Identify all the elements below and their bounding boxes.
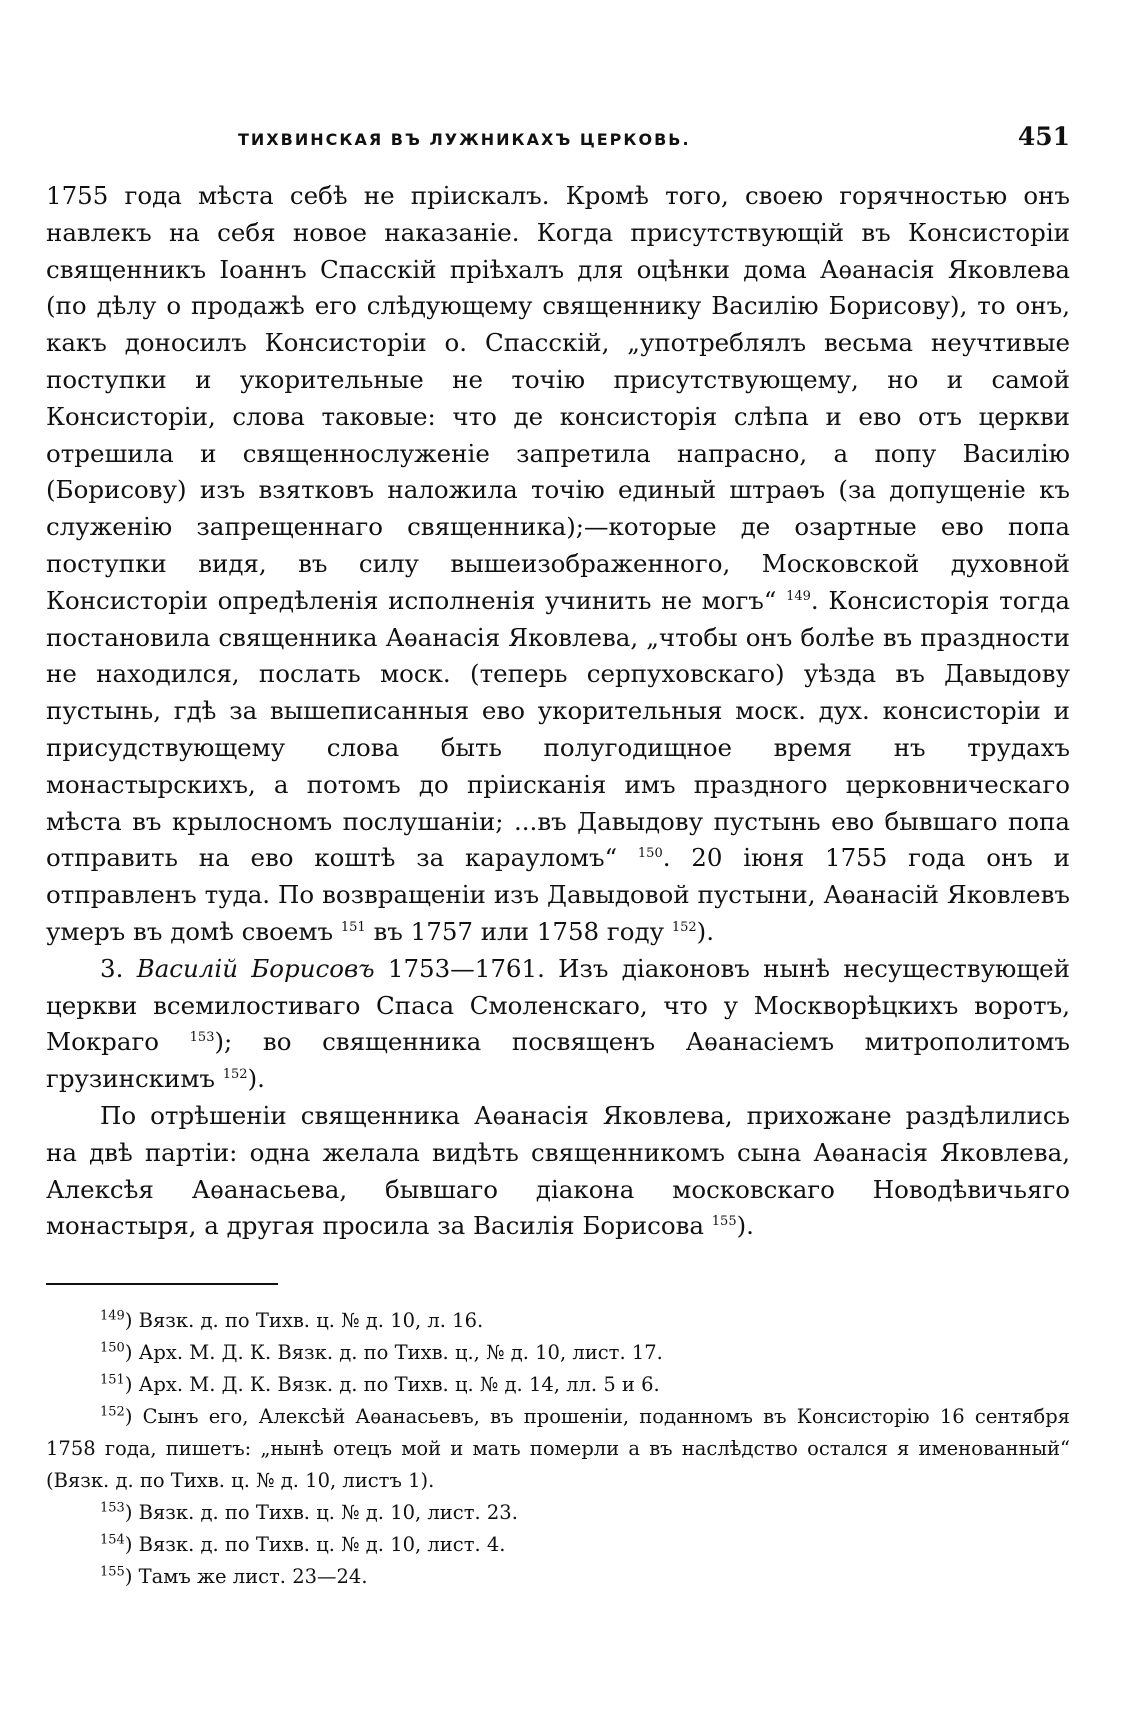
paragraph-2-text-3: ). — [247, 1064, 265, 1094]
footnote-ref-149: 149 — [786, 588, 811, 604]
running-title: ТИХВИНСКАЯ ВЪ ЛУЖНИКАХЪ ЦЕРКОВЬ. — [238, 130, 691, 149]
footnote-ref-151: 151 — [340, 919, 366, 935]
footnote-number: 151 — [100, 1372, 125, 1388]
footnote-ref-155: 155 — [711, 1214, 737, 1230]
footnote — [46, 1401, 1070, 1497]
footnote-text: ) Арх. М. Д. К. Вязк. д. по Тихв. ц. № д. 14, лл. 5 и 6. — [124, 1373, 660, 1397]
paragraph-1-text-2: . Консисторiя тогда постановила священника Аѳанасiя Яковлева, „чтобы онъ болѣе въ праздности не находился, послать моск. (теперь серпуховскаго) уѣзда въ Давыдову пустынь, гдѣ за вышеписанныя ево укорительныя моск. дух. консисторiи и присудствующему слова быть полугодищное время нъ трудахъ монастырскихъ, а потомъ до прiисканiя имъ праздного церковническаго мѣста въ крылосномъ послушанiи; ...въ Давыдову пустынь ево бывшаго попа отправить на ево коштѣ за карауломъ“ — [46, 585, 1070, 873]
footnote-ref-150: 150 — [637, 846, 663, 862]
footnote-number: 150 — [100, 1340, 125, 1356]
footnote — [46, 1561, 1070, 1593]
footnote-ref-152: 152 — [671, 919, 697, 935]
paragraph-2 — [46, 951, 1070, 1098]
footnote-ref-152b: 152 — [222, 1066, 248, 1082]
paragraph-1-text-1: 1755 года мѣста себѣ не прiискалъ. Кромѣ того, своею горячностью онъ навлекъ на себя новое наказанiе. Когда присутствующiй въ Консисторiи священникъ Iоаннъ Спасскiй прiѣхалъ для оцѣнки дома Аѳанасiя Яковлева (по дѣлу о продажѣ его слѣдующему священнику Василiю Борисову), то онъ, какъ доносилъ Консисторiи о. Спасскiй, „употреблялъ весьма неучтивые поступки и укорительные не точiю присутствующему, но и самой Консисторiи, слова таковые: что де консисторiя слѣпа и ево отъ церкви отрешила и священнослуженiе запретила напрасно, а попу Василiю (Борисову) изъ взятковъ наложила точiю единый штраѳъ (за допущенiе къ служенiю запрещеннаго священника);—которые де озартные ево попа поступки видя, въ силу вышеизображенного, Московской духовной Консисторiи опредѣленiя исполненiя учинить не могъ“ — [46, 181, 1070, 615]
paragraph-3-text-1: По отрѣшенiи священника Аѳанасiя Яковлева, прихожане раздѣлились на двѣ партiи: одна желала видѣть священникомъ сына Аѳанасiя Яковлева, Алексѣя Аѳанасьева, бывшаго дiакона московскаго Новодѣвичьяго монастыря, а другая просила за Василiя Борисова — [46, 1100, 1070, 1241]
paragraph-3-text-2: ). — [736, 1211, 754, 1241]
paragraph-1-text-5: ). — [696, 916, 715, 946]
footnote-text: ) Вязк. д. по Тихв. ц. № д. 10, лист. 4. — [124, 1533, 506, 1557]
footnote-text: ) Вязк. д. по Тихв. ц. № д. 10, л. 16. — [124, 1309, 484, 1333]
footnote-text: ) Тамъ же лист. 23—24. — [124, 1565, 368, 1589]
footnote-text: ) Вязк. д. по Тихв. ц. № д. 10, лист. 23. — [124, 1501, 518, 1525]
footnote — [46, 1497, 1070, 1529]
section-number: 3. — [100, 953, 124, 983]
footnote-ref-153: 153 — [189, 1030, 215, 1046]
footnote — [46, 1337, 1070, 1369]
footnote-divider — [46, 1283, 278, 1285]
paragraph-2-text-1: 1753—1761. Изъ дiаконовъ нынѣ несуществующей церкви всемилостиваго Спаса Смоленскаго, что у Москворѣцкихъ воротъ, Мокраго — [46, 953, 1070, 1057]
footnote-number: 154 — [100, 1532, 125, 1548]
paragraph-1 — [46, 178, 1070, 951]
paragraph-1-text-3: . 20 iюня 1755 года онъ и отправленъ туда. По возвращенiи изъ Давыдовой пустыни, Аѳанасiй Яковлевъ умеръ въ домѣ своемъ — [46, 843, 1070, 946]
footnote-text: ) Сынъ его, Алексѣй Аѳанасьевъ, въ прошенiи, поданномъ въ Консисторiю 16 сентября 1758 года, пишетъ: „нынѣ отецъ мой и мать померли а въ наслѣдство остался я именованный“ (Вязк. д. по Тихв. ц. № д. 10, листъ 1). — [46, 1405, 1070, 1493]
body-text — [46, 178, 1070, 1245]
paragraph-2-text-2: ); во священника посвященъ Аѳанасiемъ митрополитомъ грузинскимъ — [46, 1027, 1070, 1094]
footnote-number: 152 — [100, 1404, 125, 1420]
paragraph-1-text-4: въ 1757 или 1758 году — [365, 916, 665, 946]
footnote — [46, 1305, 1070, 1337]
running-head — [46, 118, 1070, 162]
priest-name-heading: Василiй Борисовъ — [136, 953, 375, 983]
footnote — [46, 1529, 1070, 1561]
footnote — [46, 1369, 1070, 1401]
footnote-number: 153 — [100, 1500, 125, 1516]
footnote-number: 155 — [100, 1564, 125, 1580]
paragraph-3 — [46, 1098, 1070, 1245]
footnote-text: ) Арх. М. Д. К. Вязк. д. по Тихв. ц., № д. 10, лист. 17. — [124, 1341, 663, 1365]
footnote-number: 149 — [100, 1308, 125, 1324]
page-number: 451 — [1017, 122, 1070, 151]
footnotes — [46, 1305, 1070, 1593]
